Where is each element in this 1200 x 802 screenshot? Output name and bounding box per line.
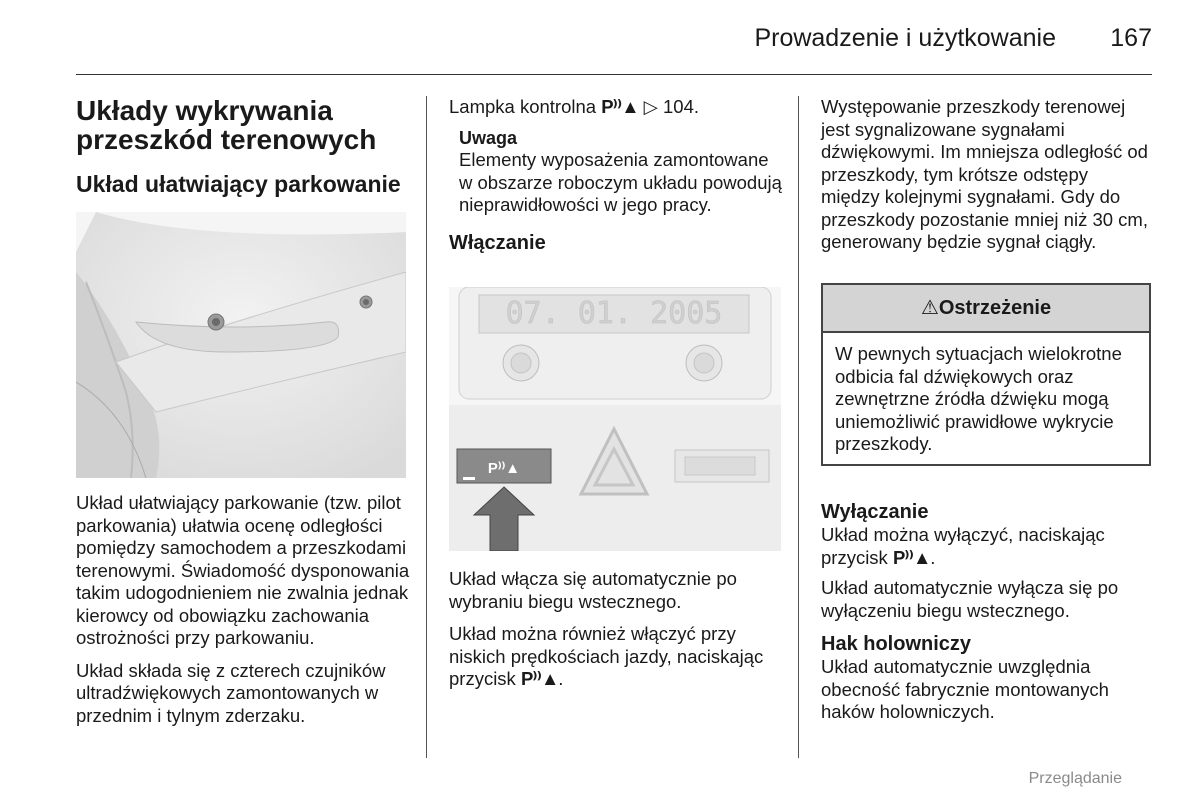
parking-symbol: P⁾⁾▲ — [520, 668, 559, 689]
section-heading: Hak holowniczy — [821, 633, 972, 655]
warning-title: Ostrzeżenie — [938, 297, 1052, 319]
display-readout: 07. 01. 2005 — [505, 296, 723, 331]
column-1-text — [76, 492, 416, 737]
page-reference: ▷ 104. — [643, 96, 700, 117]
lamp-prefix: Lampka kontrolna — [449, 96, 597, 117]
column-2-text — [449, 568, 785, 701]
parking-button-label: P⁾⁾▲ — [487, 460, 521, 477]
punctuation: . — [930, 546, 936, 568]
parking-symbol: P⁾⁾▲ — [892, 546, 931, 568]
column-divider — [426, 96, 427, 758]
section-title: Prowadzenie i użytkowanie — [754, 24, 1056, 52]
paragraph: Układ automatycznie wyłącza się po wyłączeniu biegu wstecznego. — [821, 577, 1119, 621]
warning-box — [821, 283, 1151, 466]
punctuation: . — [558, 668, 564, 689]
dashboard-button-illustration — [449, 287, 781, 551]
section-heading: Włączanie — [449, 231, 546, 254]
footer-label: Przeglądanie — [1028, 770, 1122, 787]
column-2 — [449, 96, 785, 255]
warning-text: W pewnych sytuacjach wielokrotne odbicia fal dźwiękowych oraz zewnętrzne źródła dźwięku mogą uniemożliwić prawidłowe wykrycie przeszkody. — [835, 343, 1122, 454]
paragraph: Układ włącza się automatycznie po wybraniu biegu wstecznego. — [449, 568, 737, 612]
paragraph-text: Układ można również włączyć przy niskich prędkościach jazdy, naciskając przycisk — [449, 623, 764, 689]
note-text: Elementy wyposażenia zamontowane w obszarze roboczym układu powodują nieprawidłowości w jego pracy. — [459, 149, 782, 215]
page-header — [76, 22, 1152, 62]
lamp-reference — [449, 96, 785, 119]
column-1 — [76, 96, 416, 198]
paragraph: Układ ułatwiający parkowanie (tzw. pilot parkowania) ułatwia ocenę odległości pomiędzy samochodem a przeszkodami terenowymi. Świadomość dysponowania takim udogodnieniem nie zwalnia jednak kierowcy od obowiązku zachowania ostrożności przy parkowaniu. — [76, 492, 410, 648]
page-number: 167 — [1110, 24, 1152, 52]
paragraph — [449, 623, 785, 691]
column-3 — [821, 96, 1151, 264]
column-3-text — [821, 500, 1151, 734]
note-block — [449, 127, 785, 217]
paragraph: Występowanie przeszkody terenowej jest sygnalizowane sygnałami dźwiękowymi. Im mniejsza odległość od przeszkody, tym krótsze odstępy między kolejnymi sygnałami. Gdy do przeszkody pozostanie mniej niż 30 cm, generowany będzie sygnał ciągły. — [821, 96, 1148, 252]
paragraph — [821, 524, 1151, 569]
chapter-heading: Układy wykrywania przeszkód terenowych — [76, 95, 377, 155]
warning-header — [823, 285, 1149, 333]
section-heading: Wyłączanie — [821, 501, 929, 523]
note-title: Uwaga — [459, 127, 518, 148]
warning-icon: ⚠ — [920, 297, 939, 319]
rear-bumper-illustration — [76, 212, 406, 478]
parking-symbol: P⁾⁾▲ — [601, 96, 639, 117]
paragraph: Układ automatycznie uwzględnia obecność fabrycznie montowanych haków holowniczych. — [821, 656, 1109, 722]
paragraph-text: Układ można wyłączyć, naciskając przycisk — [821, 524, 1105, 568]
section-heading: Układ ułatwiający parkowanie — [76, 171, 401, 197]
paragraph: Układ składa się z czterech czujników ultradźwiękowych zamontowanych w przednim i tylnym zderzaku. — [76, 659, 386, 726]
column-divider — [798, 96, 799, 758]
header-divider — [76, 74, 1152, 75]
